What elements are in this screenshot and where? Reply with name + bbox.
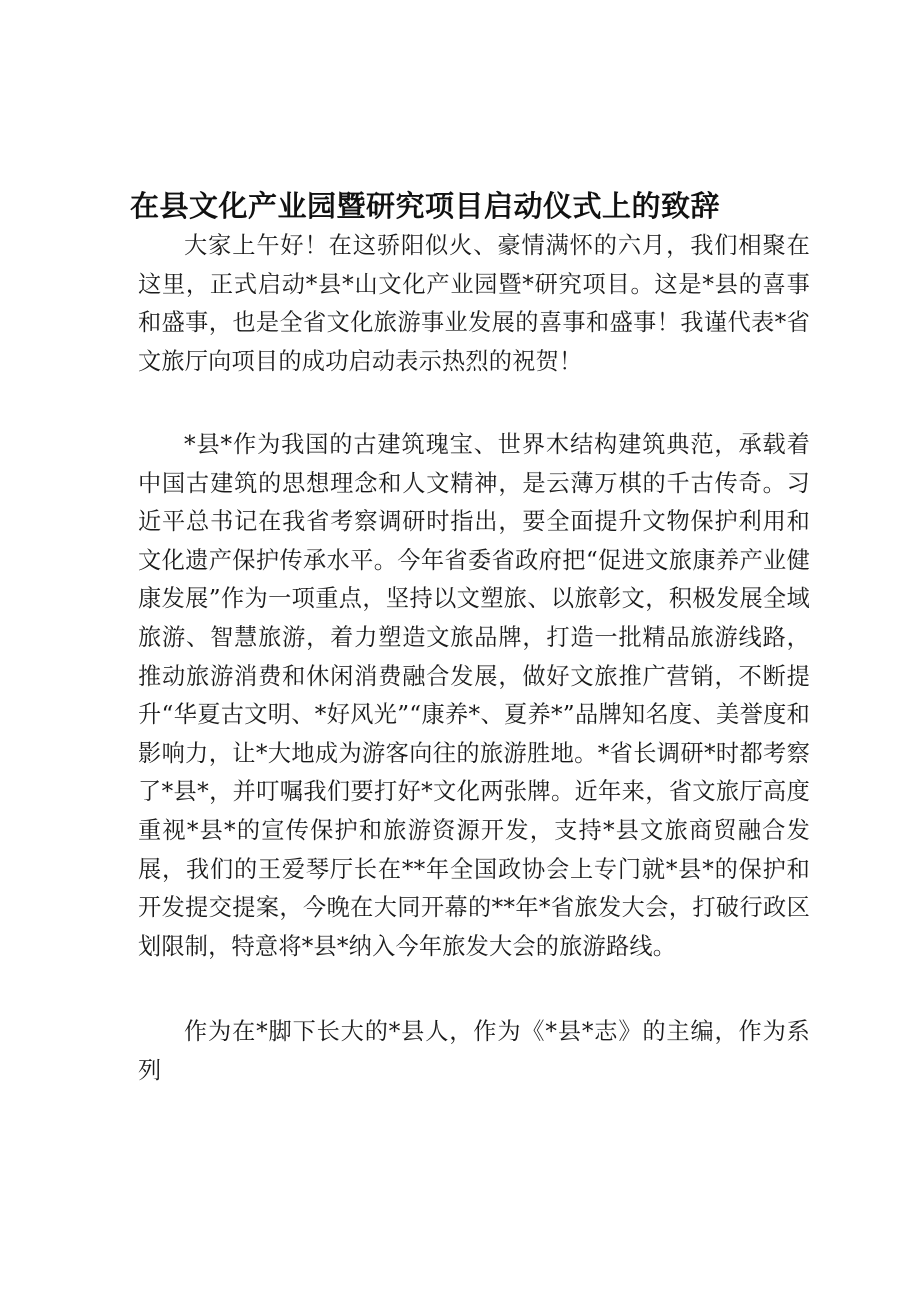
document-title: 在县文化产业园暨研究项目启动仪式上的致辞 [130,189,721,223]
paragraph-personal: 作为在*脚下长大的*县人，作为《*县*志》的主编，作为系列 [138,1018,810,1084]
paragraph-heritage: *县*作为我国的古建筑瑰宝、世界木结构建筑典范，承载着中国古建筑的思想理念和人文精神，是云薄万棋的千古传奇。习近平总书记在我省考察调研时指出，要全面提升文物保护利用和文化遗产保护传承水平。今年省委省政府把“促进文旅康养产业健康发展”作为一项重点，坚持以文塑旅、以旅彰文，积极发展全域旅游、智慧旅游，着力塑造文旅品牌，打造一批精品旅游线路，推动旅游消费和休闲消费融合发展，做好文旅推广营销，不断提升“华夏古文明、*好风光”“康养*、夏养*”品牌知名度、美誉度和影响力，让*大地成为游客向往的旅游胜地。*省长调研*时都考察了*县*，并叮嘱我们要打好*文化两张牌。近年来，省文旅厅高度重视*县*的宣传保护和旅游资源开发，支持*县文旅商贸融合发展，我们的王爱琴厅长在**年全国政协会上专门就*县*的保护和开发提交提案，今晚在大同开幕的**年*省旅发大会，打破行政区划限制，特意将*县*纳入今年旅发大会的旅游路线。 [138,431,810,960]
paragraph-greeting: 大家上午好！在这骄阳似火、豪情满怀的六月，我们相聚在这里，正式启动*县*山文化产业园暨*研究项目。这是*县的喜事和盛事，也是全省文化旅游事业发展的喜事和盛事！我谨代表*省文旅厅向项目的成功启动表示热烈的祝贺！ [138,232,810,375]
